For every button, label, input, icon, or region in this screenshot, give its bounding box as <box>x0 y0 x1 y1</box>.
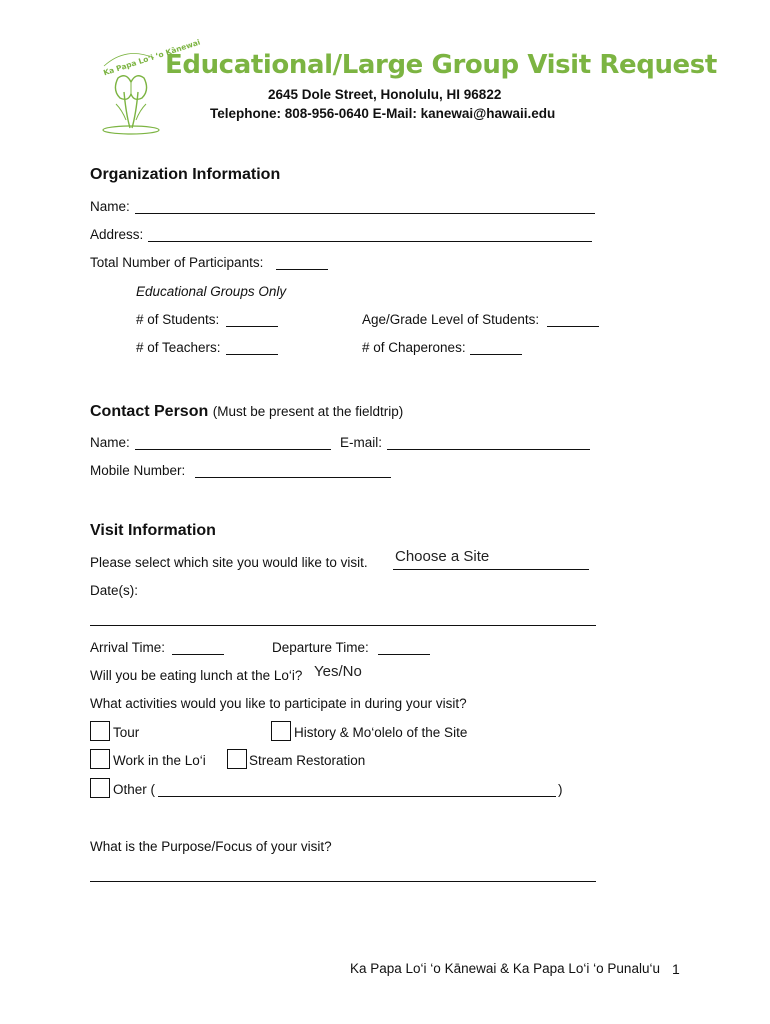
org-name-label: Name: <box>90 199 130 214</box>
taro-leaf-logo-icon <box>96 37 202 136</box>
students-label: # of Students: <box>136 312 220 327</box>
contact-heading: Contact Person <box>90 403 209 420</box>
contact-email-field[interactable] <box>387 449 590 450</box>
header-contact: Telephone: 808-956-0640 E-Mail: kanewai@hawaii.edu <box>210 106 556 121</box>
arrival-label: Arrival Time: <box>90 640 166 655</box>
participants-field[interactable] <box>276 269 328 270</box>
contact-heading-row <box>90 403 403 421</box>
stream-restoration-label: Stream Restoration <box>249 753 366 768</box>
logo-text: Ka Papa Lo‘i ‘o Kānewai <box>102 37 202 78</box>
mobile-field[interactable] <box>195 477 391 478</box>
arrival-field[interactable] <box>172 654 224 655</box>
tour-label: Tour <box>113 725 140 740</box>
contact-note: (Must be present at the fieldtrip) <box>212 404 404 419</box>
chaperones-field[interactable] <box>470 354 522 355</box>
history-label: History & Mo‘olelo of the Site <box>294 725 468 740</box>
dates-field[interactable] <box>90 625 596 626</box>
logo <box>96 37 202 136</box>
departure-field[interactable] <box>378 654 430 655</box>
page-number: 1 <box>672 961 680 977</box>
other-label: Other ( <box>113 782 156 797</box>
edu-only-label: Educational Groups Only <box>136 284 287 299</box>
tour-checkbox[interactable] <box>90 721 110 741</box>
org-address-label: Address: <box>90 227 144 242</box>
other-checkbox[interactable] <box>90 778 110 798</box>
teachers-label: # of Teachers: <box>136 340 221 355</box>
participants-label: Total Number of Participants: <box>90 255 264 270</box>
history-checkbox[interactable] <box>271 721 291 741</box>
departure-label: Departure Time: <box>272 640 369 655</box>
other-close: ) <box>558 782 563 797</box>
purpose-prompt: What is the Purpose/Focus of your visit? <box>90 839 332 854</box>
contact-name-field[interactable] <box>135 449 331 450</box>
mobile-label: Mobile Number: <box>90 463 186 478</box>
chaperones-label: # of Chaperones: <box>362 340 466 355</box>
stream-restoration-checkbox[interactable] <box>227 749 247 769</box>
site-select[interactable]: Choose a Site <box>395 548 490 565</box>
dates-label: Date(s): <box>90 583 139 598</box>
site-select-underline <box>393 569 589 570</box>
contact-name-label: Name: <box>90 435 130 450</box>
footer-text: Ka Papa Lo‘i ‘o Kānewai & Ka Papa Lo‘i ‘o Punalu‘u <box>350 961 660 976</box>
work-loi-checkbox[interactable] <box>90 749 110 769</box>
form-title: Educational/Large Group Visit Request <box>165 50 717 80</box>
age-grade-label: Age/Grade Level of Students: <box>362 312 540 327</box>
org-heading: Organization Information <box>90 166 281 183</box>
work-loi-label: Work in the Lo‘i <box>113 753 206 768</box>
header-address: 2645 Dole Street, Honolulu, HI 96822 <box>268 87 502 102</box>
org-name-field[interactable] <box>135 213 595 214</box>
org-address-field[interactable] <box>148 241 592 242</box>
age-grade-field[interactable] <box>547 326 599 327</box>
contact-email-label: E-mail: <box>340 435 383 450</box>
students-field[interactable] <box>226 326 278 327</box>
teachers-field[interactable] <box>226 354 278 355</box>
purpose-field[interactable] <box>90 881 596 882</box>
lunch-select[interactable]: Yes/No <box>314 663 362 680</box>
visit-heading: Visit Information <box>90 522 216 539</box>
other-field[interactable] <box>158 796 556 797</box>
activities-prompt: What activities would you like to participate in during your visit? <box>90 696 467 711</box>
site-prompt: Please select which site you would like to visit. <box>90 555 368 570</box>
lunch-prompt: Will you be eating lunch at the Lo‘i? <box>90 668 303 683</box>
